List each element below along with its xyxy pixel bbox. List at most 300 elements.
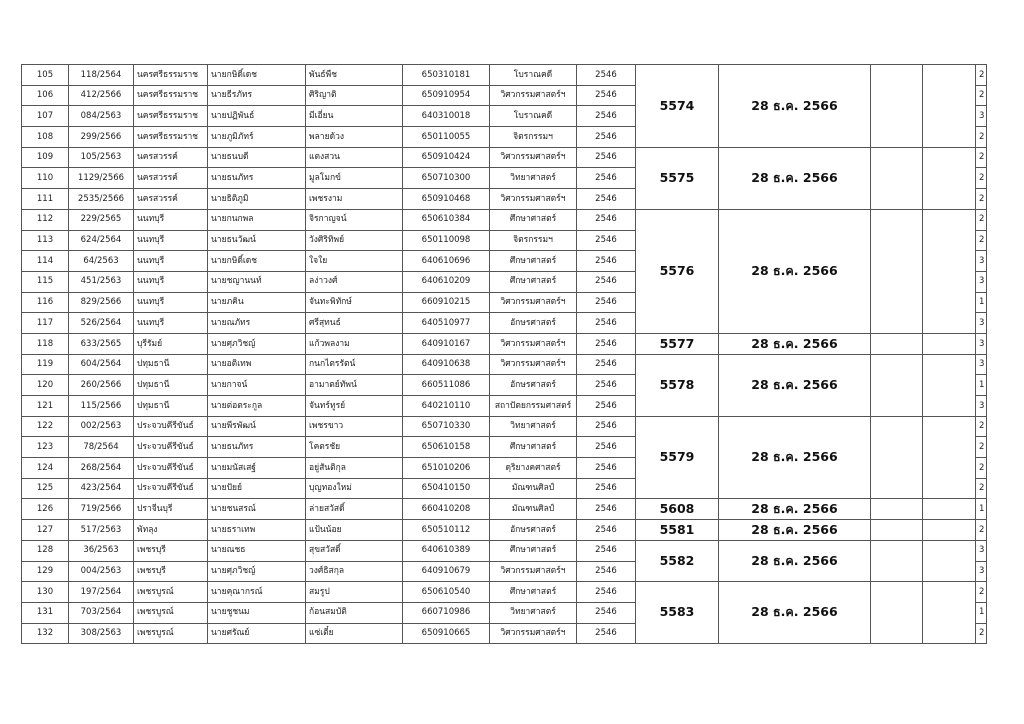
faculty: วิทยาศาสตร์ [490, 168, 577, 189]
empty-cell [871, 147, 923, 209]
last-name: เพชรงาม [306, 189, 403, 210]
birth-year: 2546 [577, 458, 636, 479]
table-body [22, 65, 987, 644]
last-name: แซ่เตี๋ย [306, 623, 403, 644]
student-id: 640910167 [403, 333, 490, 354]
birth-year: 2546 [577, 189, 636, 210]
last-name: มูลโมกข์ [306, 168, 403, 189]
faculty: จิตรกรรมฯ [490, 230, 577, 251]
batch-date: 28 ธ.ค. 2566 [719, 540, 871, 581]
student-id: 650110055 [403, 127, 490, 148]
last-name: สมรูป [306, 582, 403, 603]
first-name: นายกนกพล [208, 209, 306, 230]
faculty: วิศวกรรมศาสตร์ฯ [490, 623, 577, 644]
last-name: สุขสวัสดิ์ [306, 540, 403, 561]
province: บุรีรัมย์ [134, 333, 208, 354]
first-name: นายธราเทพ [208, 520, 306, 541]
empty-cell [923, 209, 976, 333]
birth-year: 2546 [577, 540, 636, 561]
first-name: นายกษิดิ์เดช [208, 251, 306, 272]
student-id: 650910424 [403, 147, 490, 168]
row-number: 123 [22, 437, 69, 458]
semester: 2 [976, 147, 987, 168]
reference-number: 451/2563 [69, 271, 134, 292]
row-number: 116 [22, 292, 69, 313]
empty-cell [923, 520, 976, 541]
student-id: 650510112 [403, 520, 490, 541]
row-number: 105 [22, 65, 69, 86]
empty-cell [923, 416, 976, 499]
faculty: วิทยาศาสตร์ [490, 602, 577, 623]
faculty: สถาปัตยกรรมศาสตร์ [490, 396, 577, 417]
reference-number: 624/2564 [69, 230, 134, 251]
batch-number: 5577 [636, 333, 719, 354]
student-id: 640610696 [403, 251, 490, 272]
empty-cell [871, 333, 923, 354]
faculty: มัณฑนศิลป์ [490, 499, 577, 520]
reference-number: 517/2563 [69, 520, 134, 541]
last-name: แก้วพลงาม [306, 333, 403, 354]
reference-number: 423/2564 [69, 478, 134, 499]
first-name: นายธนวัฒน์ [208, 230, 306, 251]
faculty: ศึกษาศาสตร์ [490, 437, 577, 458]
province: นนทบุรี [134, 313, 208, 334]
reference-number: 604/2564 [69, 354, 134, 375]
birth-year: 2546 [577, 478, 636, 499]
student-id: 660410208 [403, 499, 490, 520]
province: นนทบุรี [134, 292, 208, 313]
last-name: เพชรขาว [306, 416, 403, 437]
semester: 2 [976, 623, 987, 644]
province: นครศรีธรรมราช [134, 85, 208, 106]
semester: 1 [976, 499, 987, 520]
reference-number: 105/2563 [69, 147, 134, 168]
empty-cell [871, 520, 923, 541]
row-number: 126 [22, 499, 69, 520]
province: ปทุมธานี [134, 396, 208, 417]
reference-number: 004/2563 [69, 561, 134, 582]
student-id: 640910638 [403, 354, 490, 375]
birth-year: 2546 [577, 416, 636, 437]
last-name: ก้อนสมบัติ [306, 602, 403, 623]
row-number: 130 [22, 582, 69, 603]
first-name: นายธนภัทร [208, 437, 306, 458]
birth-year: 2546 [577, 396, 636, 417]
birth-year: 2546 [577, 106, 636, 127]
province: เพชรบูรณ์ [134, 602, 208, 623]
province: นครศรีธรรมราช [134, 106, 208, 127]
faculty: ศึกษาศาสตร์ [490, 540, 577, 561]
semester: 2 [976, 230, 987, 251]
reference-number: 268/2564 [69, 458, 134, 479]
first-name: นายภูมิภัทร์ [208, 127, 306, 148]
student-id: 640610209 [403, 271, 490, 292]
empty-cell [923, 333, 976, 354]
empty-cell [923, 499, 976, 520]
student-id: 650910954 [403, 85, 490, 106]
semester: 3 [976, 540, 987, 561]
table-row [22, 499, 987, 520]
last-name: วงศ์ธิสกุล [306, 561, 403, 582]
empty-cell [923, 147, 976, 209]
batch-number: 5575 [636, 147, 719, 209]
row-number: 108 [22, 127, 69, 148]
faculty: วิศวกรรมศาสตร์ฯ [490, 292, 577, 313]
semester: 3 [976, 313, 987, 334]
row-number: 131 [22, 602, 69, 623]
semester: 2 [976, 437, 987, 458]
last-name: อยู่สันติกุล [306, 458, 403, 479]
semester: 1 [976, 602, 987, 623]
table-row [22, 582, 987, 603]
student-id: 640610389 [403, 540, 490, 561]
birth-year: 2546 [577, 375, 636, 396]
table-row [22, 540, 987, 561]
student-id: 650710300 [403, 168, 490, 189]
batch-number: 5576 [636, 209, 719, 333]
semester: 3 [976, 561, 987, 582]
empty-cell [923, 354, 976, 416]
first-name: นายธีรภัทร [208, 85, 306, 106]
province: นครศรีธรรมราช [134, 127, 208, 148]
empty-cell [871, 354, 923, 416]
table-row [22, 354, 987, 375]
reference-number: 1129/2566 [69, 168, 134, 189]
province: ปทุมธานี [134, 354, 208, 375]
row-number: 124 [22, 458, 69, 479]
empty-cell [871, 209, 923, 333]
last-name: โคตรชัย [306, 437, 403, 458]
batch-date: 28 ธ.ค. 2566 [719, 499, 871, 520]
reference-number: 719/2566 [69, 499, 134, 520]
faculty: วิทยาศาสตร์ [490, 416, 577, 437]
last-name: ล่ายสวัสดิ์ [306, 499, 403, 520]
reference-number: 2535/2566 [69, 189, 134, 210]
reference-number: 197/2564 [69, 582, 134, 603]
semester: 3 [976, 333, 987, 354]
birth-year: 2546 [577, 561, 636, 582]
row-number: 115 [22, 271, 69, 292]
province: นนทบุรี [134, 230, 208, 251]
row-number: 120 [22, 375, 69, 396]
reference-number: 36/2563 [69, 540, 134, 561]
row-number: 128 [22, 540, 69, 561]
faculty: วิศวกรรมศาสตร์ฯ [490, 85, 577, 106]
registration-table [21, 64, 987, 644]
row-number: 122 [22, 416, 69, 437]
table-row [22, 65, 987, 86]
semester: 2 [976, 520, 987, 541]
birth-year: 2546 [577, 209, 636, 230]
batch-date: 28 ธ.ค. 2566 [719, 354, 871, 416]
semester: 2 [976, 168, 987, 189]
province: เพชรบูรณ์ [134, 623, 208, 644]
table-row [22, 333, 987, 354]
faculty: โบราณคดี [490, 65, 577, 86]
student-id: 650310181 [403, 65, 490, 86]
semester: 1 [976, 375, 987, 396]
first-name: นายธนบดี [208, 147, 306, 168]
table-row [22, 416, 987, 437]
row-number: 127 [22, 520, 69, 541]
semester: 2 [976, 65, 987, 86]
first-name: นายพีรพัฒน์ [208, 416, 306, 437]
row-number: 118 [22, 333, 69, 354]
birth-year: 2546 [577, 437, 636, 458]
province: ประจวบคีรีขันธ์ [134, 437, 208, 458]
student-id: 650710330 [403, 416, 490, 437]
birth-year: 2546 [577, 230, 636, 251]
semester: 2 [976, 189, 987, 210]
province: ปทุมธานี [134, 375, 208, 396]
reference-number: 084/2563 [69, 106, 134, 127]
first-name: นายคุณากรณ์ [208, 582, 306, 603]
empty-cell [871, 582, 923, 644]
reference-number: 299/2566 [69, 127, 134, 148]
first-name: นายกาจน์ [208, 375, 306, 396]
birth-year: 2546 [577, 354, 636, 375]
batch-date: 28 ธ.ค. 2566 [719, 520, 871, 541]
faculty: ศึกษาศาสตร์ [490, 582, 577, 603]
semester: 2 [976, 478, 987, 499]
birth-year: 2546 [577, 168, 636, 189]
reference-number: 64/2563 [69, 251, 134, 272]
first-name: นายณภัทร [208, 313, 306, 334]
semester: 3 [976, 251, 987, 272]
row-number: 121 [22, 396, 69, 417]
empty-cell [871, 416, 923, 499]
faculty: วิศวกรรมศาสตร์ฯ [490, 561, 577, 582]
empty-cell [923, 540, 976, 581]
province: ปราจีนบุรี [134, 499, 208, 520]
first-name: นายอติเทพ [208, 354, 306, 375]
last-name: วังศิริทิพย์ [306, 230, 403, 251]
table-row [22, 520, 987, 541]
birth-year: 2546 [577, 127, 636, 148]
first-name: นายณชธ [208, 540, 306, 561]
last-name: ศิริญาติ [306, 85, 403, 106]
batch-number: 5579 [636, 416, 719, 499]
student-id: 660511086 [403, 375, 490, 396]
birth-year: 2546 [577, 623, 636, 644]
faculty: จิตรกรรมฯ [490, 127, 577, 148]
last-name: จันทะพิทักษ์ [306, 292, 403, 313]
province: นครสวรรค์ [134, 147, 208, 168]
batch-number: 5581 [636, 520, 719, 541]
birth-year: 2546 [577, 271, 636, 292]
birth-year: 2546 [577, 602, 636, 623]
faculty: วิศวกรรมศาสตร์ฯ [490, 333, 577, 354]
province: นครศรีธรรมราช [134, 65, 208, 86]
semester: 2 [976, 416, 987, 437]
reference-number: 703/2564 [69, 602, 134, 623]
row-number: 114 [22, 251, 69, 272]
first-name: นายชนสรณ์ [208, 499, 306, 520]
birth-year: 2546 [577, 85, 636, 106]
semester: 3 [976, 396, 987, 417]
semester: 3 [976, 354, 987, 375]
batch-number: 5608 [636, 499, 719, 520]
first-name: นายภคิน [208, 292, 306, 313]
batch-number: 5582 [636, 540, 719, 581]
first-name: นายมนัสเสฐ์ [208, 458, 306, 479]
batch-number: 5583 [636, 582, 719, 644]
student-id: 650610158 [403, 437, 490, 458]
birth-year: 2546 [577, 292, 636, 313]
student-id: 650610540 [403, 582, 490, 603]
batch-date: 28 ธ.ค. 2566 [719, 209, 871, 333]
faculty: ศึกษาศาสตร์ [490, 271, 577, 292]
first-name: นายต่อตระกูล [208, 396, 306, 417]
student-id: 640310018 [403, 106, 490, 127]
last-name: พลายด้วง [306, 127, 403, 148]
reference-number: 633/2565 [69, 333, 134, 354]
row-number: 113 [22, 230, 69, 251]
reference-number: 78/2564 [69, 437, 134, 458]
row-number: 129 [22, 561, 69, 582]
row-number: 107 [22, 106, 69, 127]
birth-year: 2546 [577, 520, 636, 541]
birth-year: 2546 [577, 313, 636, 334]
reference-number: 118/2564 [69, 65, 134, 86]
student-id: 650610384 [403, 209, 490, 230]
province: นนทบุรี [134, 209, 208, 230]
faculty: ดุริยางคศาสตร์ [490, 458, 577, 479]
birth-year: 2546 [577, 333, 636, 354]
last-name: จันทร์ทูรย์ [306, 396, 403, 417]
table-row [22, 209, 987, 230]
first-name: นายศรัณย์ [208, 623, 306, 644]
province: เพชรบุรี [134, 561, 208, 582]
birth-year: 2546 [577, 65, 636, 86]
row-number: 106 [22, 85, 69, 106]
batch-date: 28 ธ.ค. 2566 [719, 582, 871, 644]
semester: 2 [976, 209, 987, 230]
last-name: พันธ์พืช [306, 65, 403, 86]
faculty: วิศวกรรมศาสตร์ฯ [490, 147, 577, 168]
last-name: แตงสวน [306, 147, 403, 168]
province: นครสวรรค์ [134, 189, 208, 210]
empty-cell [923, 582, 976, 644]
empty-cell [871, 65, 923, 148]
last-name: อามาตย์ทัพน์ [306, 375, 403, 396]
reference-number: 115/2566 [69, 396, 134, 417]
row-number: 132 [22, 623, 69, 644]
last-name: ศรีสุทนธ์ [306, 313, 403, 334]
province: นครสวรรค์ [134, 168, 208, 189]
first-name: นายศุภวิชญ์ [208, 333, 306, 354]
empty-cell [871, 540, 923, 581]
first-name: นายชูชนม [208, 602, 306, 623]
last-name: กนกไตรรัตน์ [306, 354, 403, 375]
first-name: นายกษิดิ์เดช [208, 65, 306, 86]
row-number: 112 [22, 209, 69, 230]
first-name: นายธิติภูมิ [208, 189, 306, 210]
student-id: 660910215 [403, 292, 490, 313]
faculty: ศึกษาศาสตร์ [490, 251, 577, 272]
student-id: 650110098 [403, 230, 490, 251]
faculty: วิศวกรรมศาสตร์ฯ [490, 189, 577, 210]
row-number: 119 [22, 354, 69, 375]
reference-number: 002/2563 [69, 416, 134, 437]
student-id: 650910468 [403, 189, 490, 210]
birth-year: 2546 [577, 251, 636, 272]
reference-number: 412/2566 [69, 85, 134, 106]
faculty: อักษรศาสตร์ [490, 313, 577, 334]
student-id: 640210110 [403, 396, 490, 417]
first-name: นายศุภวิชญ์ [208, 561, 306, 582]
reference-number: 829/2566 [69, 292, 134, 313]
reference-number: 260/2566 [69, 375, 134, 396]
last-name: จิรกาญจน์ [306, 209, 403, 230]
row-number: 109 [22, 147, 69, 168]
batch-number: 5574 [636, 65, 719, 148]
semester: 2 [976, 582, 987, 603]
semester: 3 [976, 271, 987, 292]
faculty: อักษรศาสตร์ [490, 520, 577, 541]
row-number: 125 [22, 478, 69, 499]
province: ประจวบคีรีขันธ์ [134, 478, 208, 499]
birth-year: 2546 [577, 582, 636, 603]
first-name: นายปัยย์ [208, 478, 306, 499]
row-number: 117 [22, 313, 69, 334]
student-id: 660710986 [403, 602, 490, 623]
student-id: 640910679 [403, 561, 490, 582]
birth-year: 2546 [577, 499, 636, 520]
last-name: ลง่าวงศ์ [306, 271, 403, 292]
last-name: แป้นน้อย [306, 520, 403, 541]
faculty: ศึกษาศาสตร์ [490, 209, 577, 230]
row-number: 111 [22, 189, 69, 210]
faculty: โบราณคดี [490, 106, 577, 127]
province: เพชรบูรณ์ [134, 582, 208, 603]
row-number: 110 [22, 168, 69, 189]
batch-date: 28 ธ.ค. 2566 [719, 416, 871, 499]
empty-cell [871, 499, 923, 520]
province: นนทบุรี [134, 271, 208, 292]
batch-number: 5578 [636, 354, 719, 416]
province: พัทลุง [134, 520, 208, 541]
first-name: นายปฏิพันธ์ [208, 106, 306, 127]
batch-date: 28 ธ.ค. 2566 [719, 147, 871, 209]
province: นนทบุรี [134, 251, 208, 272]
reference-number: 308/2563 [69, 623, 134, 644]
semester: 1 [976, 292, 987, 313]
province: ประจวบคีรีขันธ์ [134, 458, 208, 479]
student-id: 650410150 [403, 478, 490, 499]
faculty: มัณฑนศิลป์ [490, 478, 577, 499]
batch-date: 28 ธ.ค. 2566 [719, 333, 871, 354]
first-name: นายธนภัทร [208, 168, 306, 189]
reference-number: 229/2565 [69, 209, 134, 230]
province: ประจวบคีรีขันธ์ [134, 416, 208, 437]
faculty: วิศวกรรมศาสตร์ฯ [490, 354, 577, 375]
last-name: มีเอี่ยน [306, 106, 403, 127]
semester: 2 [976, 458, 987, 479]
semester: 2 [976, 85, 987, 106]
reference-number: 526/2564 [69, 313, 134, 334]
empty-cell [923, 65, 976, 148]
batch-date: 28 ธ.ค. 2566 [719, 65, 871, 148]
last-name: ใจใย [306, 251, 403, 272]
student-id: 651010206 [403, 458, 490, 479]
birth-year: 2546 [577, 147, 636, 168]
province: เพชรบุรี [134, 540, 208, 561]
table-row [22, 147, 987, 168]
semester: 3 [976, 106, 987, 127]
semester: 2 [976, 127, 987, 148]
student-id: 640510977 [403, 313, 490, 334]
